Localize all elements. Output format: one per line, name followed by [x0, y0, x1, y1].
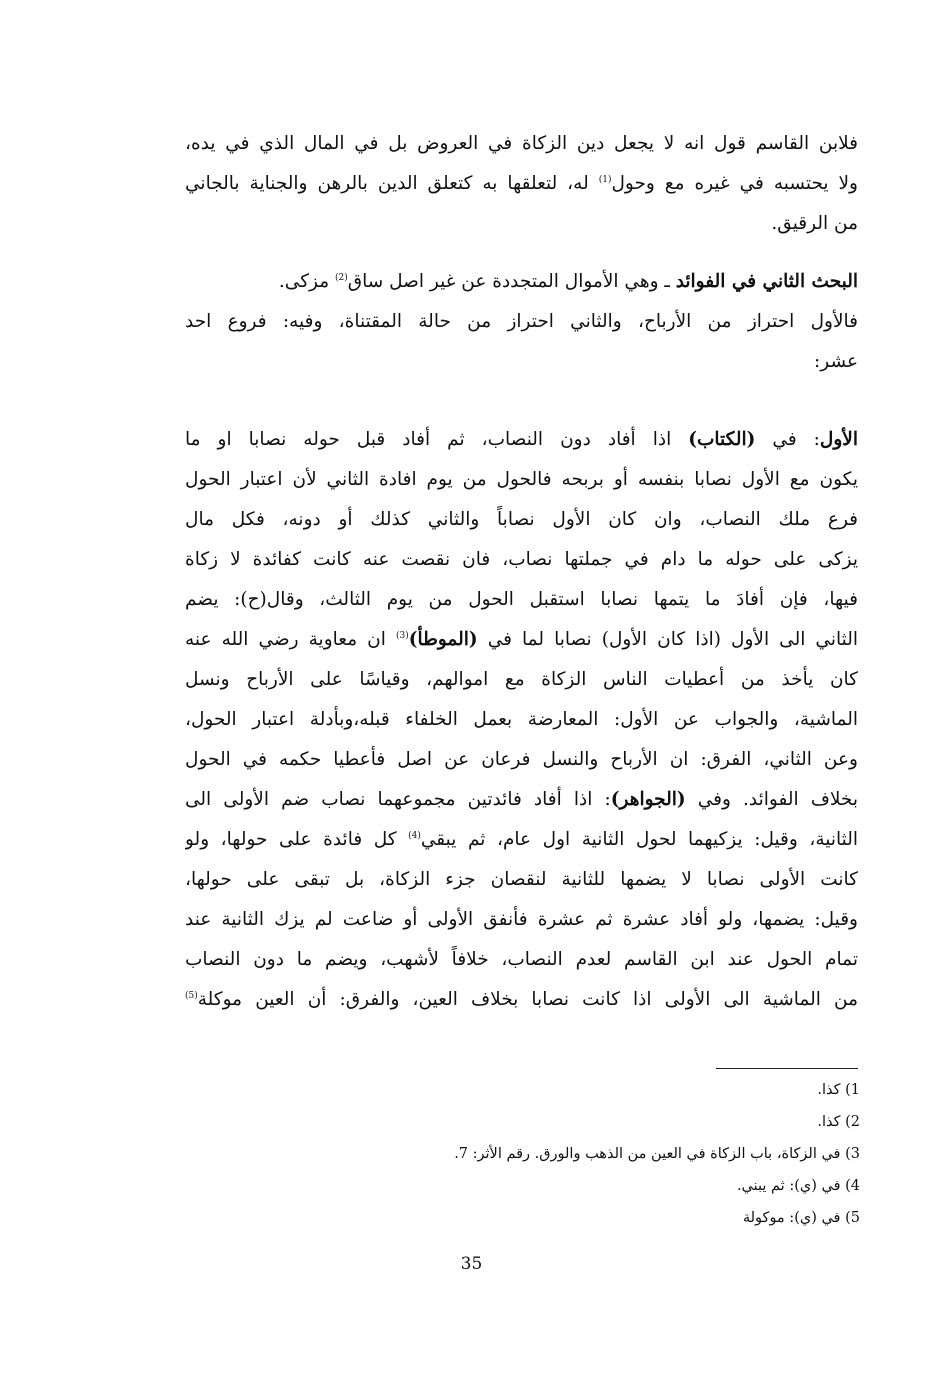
paragraph-2 [185, 262, 858, 382]
book-title: (الكتاب) [688, 429, 756, 450]
paragraph-1 [185, 124, 858, 244]
text-line: تمام الحول عند ابن القاسم لعدم النصاب، خلافاً لأشهب، ويضم ما دون النصاب [185, 949, 858, 970]
text-line: وقيل: يضمها، ولو أفاد عشرة ثم عشرة فأنفق الأولى أو ضاعت لم يزك الثانية عند [185, 909, 858, 930]
footnote-ref: (2) [335, 272, 348, 283]
branch-heading: الأول [819, 429, 858, 450]
footnote-item: 1) كذا. [817, 1082, 860, 1098]
text-line [185, 980, 858, 1020]
text-line: فالأول احتراز من الأرباح، والثاني احتراز من حالة المقتناة، وفيه: فروع احد [185, 311, 858, 332]
text-line: من الرقيق. [771, 213, 858, 234]
footnote-item: 2) كذا. [817, 1114, 860, 1130]
book-title: (الجواهر) [610, 789, 686, 810]
text-segment: مزكى. [278, 271, 336, 292]
text-segment: بخلاف الفوائد. وفي [685, 789, 858, 810]
text-line: الماشية، والجواب عن الأول: المعارضة بعمل الخلفاء قبله،وبأدلة اعتبار الحول، [185, 709, 858, 730]
footnote-divider [716, 1068, 858, 1069]
text-segment: : اذا أفاد فائدتين مجموعهما نصاب ضم الأولى الى [185, 789, 611, 810]
footnotes [300, 1074, 860, 1234]
footnote-item: 4) في (ي): ثم يبني. [736, 1178, 860, 1194]
footnote-item: 5) في (ي): موكولة [742, 1210, 860, 1226]
text-line: فلابن القاسم قول انه لا يجعل دين الزكاة في العروض بل في المال الذي في يده، [185, 133, 858, 154]
text-segment: ولا يحتسبه في غيره مع وحول [611, 173, 858, 194]
text-line: كان يأخذ من أعطيات الناس الزكاة مع اموالهم، وقياسًا على الأرباح ونسل [185, 669, 858, 690]
text-line: فيها، فإن أفادَ ما يتمها نصابا استقبل الحول من يوم الثالث، وقال(ح): يضم [185, 589, 858, 610]
page-number: 35 [460, 1254, 483, 1274]
text-line [185, 420, 858, 460]
footnote-ref: (4) [408, 830, 421, 841]
footnote-ref: (1) [598, 174, 612, 185]
text-segment: : في [755, 429, 820, 450]
footnote-item: 3) في الزكاة، باب الزكاة في العين من الذهب والورق. رقم الأثر: 7. [454, 1146, 860, 1162]
text-line [185, 164, 858, 204]
text-line: وعن الثاني، الفرق: ان الأرباح والنسل فرعان عن اصل فأعطيا حكمه في الحول [185, 749, 858, 770]
book-title: (الموطأ) [408, 629, 478, 650]
paragraph-3 [185, 420, 858, 1020]
section-heading: البحث الثاني في الفوائد [675, 271, 858, 292]
text-line: فرع ملك النصاب، وان كان الأول نصاباً والثاني كذلك أو دونه، فكل مال [185, 509, 858, 530]
text-segment: كل فائدة على حولها، ولو [185, 829, 409, 850]
footnote-ref: (3) [395, 630, 409, 641]
text-segment: ـ وهي الأموال المتجددة عن غير اصل ساق [347, 271, 676, 292]
text-line: كانت الأولى نصابا لا يضمها للثانية لنقصان جزء الزكاة، بل تبقى على حولها، [185, 869, 858, 890]
text-segment: الثاني الى الأول (اذا كان الأول) نصابا لما في [477, 629, 858, 650]
text-segment: له، لتعلقها به كتعلق الدين بالرهن والجناية بالجاني [185, 173, 599, 194]
text-segment: اذا أفاد دون النصاب، ثم أفاد قبل حوله نصابا او ما [185, 429, 689, 450]
text-line [185, 820, 858, 860]
text-line: يزكى على حوله ما دام في جملتها نصاب، فان نقصت عنه كانت كفائدة لا زكاة [185, 549, 858, 570]
text-segment: ان معاوية رضي الله عنه [185, 629, 396, 650]
text-line: عشر: [814, 351, 858, 372]
footnote-ref: (5) [185, 990, 198, 1001]
text-line [185, 620, 858, 660]
text-line [185, 780, 858, 820]
text-segment: الثانية، وقيل: يزكيهما لحول الثانية اول عام، ثم يبقي [420, 829, 858, 850]
text-line [185, 262, 858, 302]
text-line: يكون مع الأول نصابا بنفسه أو بربحه فالحول من يوم افادة الثاني لأن اعتبار الحول [185, 469, 858, 490]
text-segment: من الماشية الى الأولى اذا كانت نصابا بخلاف العين، والفرق: أن العين موكلة [197, 989, 858, 1010]
